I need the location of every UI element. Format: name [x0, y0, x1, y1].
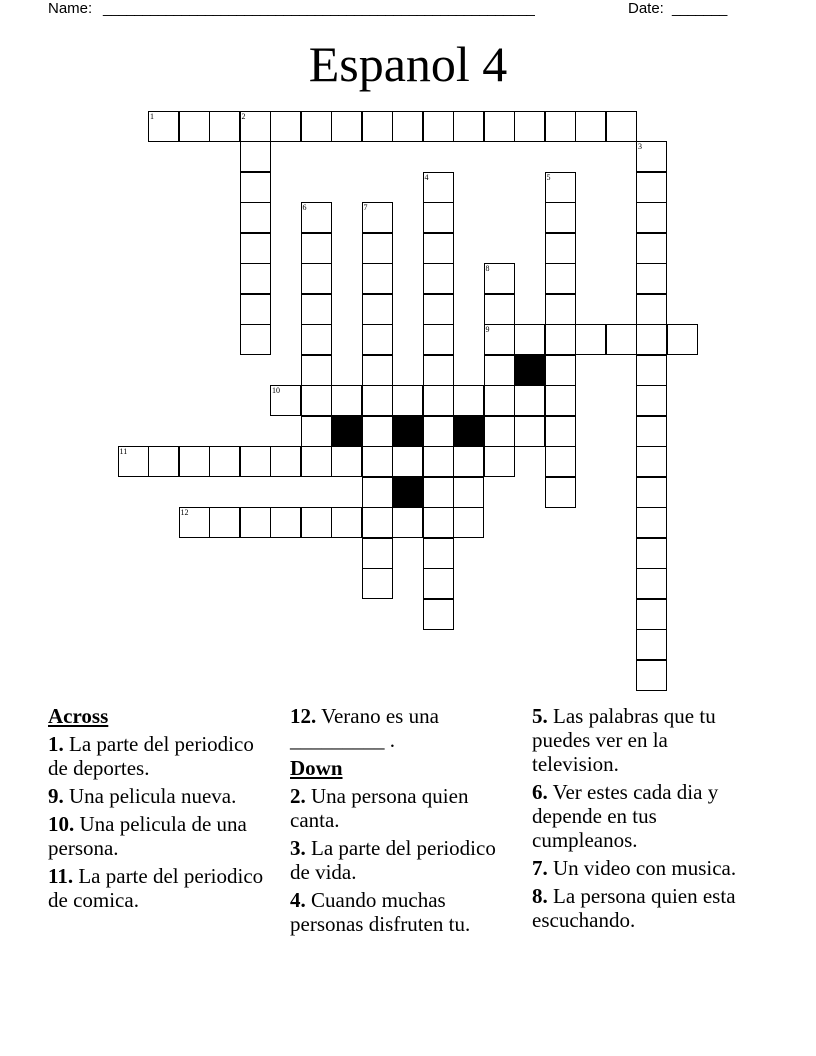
clue-number: 12 [180, 508, 189, 517]
grid-cell[interactable] [423, 111, 454, 142]
grid-cell[interactable] [545, 446, 576, 477]
grid-cell[interactable] [545, 385, 576, 416]
grid-cell[interactable] [545, 263, 576, 294]
clue-down-4: 4. Cuando muchas personas disfruten tu. [290, 888, 471, 936]
grid-cell[interactable] [545, 355, 576, 386]
date-blank[interactable]: _______ [672, 0, 727, 17]
grid-cell[interactable] [423, 477, 454, 508]
clue-down-8: 8. La persona quien esta escuchando. [532, 884, 736, 932]
grid-cell[interactable] [545, 324, 576, 355]
grid-cell[interactable] [362, 111, 393, 142]
grid-cell[interactable] [362, 477, 393, 508]
grid-cell[interactable] [484, 355, 515, 386]
grid-cell[interactable] [362, 538, 393, 569]
grid-cell[interactable] [545, 111, 576, 142]
grid-cell[interactable] [636, 355, 667, 386]
clue-down-5: 5. Las palabras que tu puedes ver en la television. [532, 704, 716, 776]
grid-cell[interactable] [545, 172, 576, 203]
grid-cell[interactable] [362, 416, 393, 447]
across-heading: Across [48, 704, 109, 728]
grid-cell[interactable] [484, 111, 515, 142]
grid-cell[interactable] [545, 477, 576, 508]
grid-cell[interactable] [301, 263, 332, 294]
grid-cell[interactable] [209, 446, 240, 477]
grid-cell[interactable] [514, 111, 545, 142]
grid-cell[interactable] [362, 355, 393, 386]
grid-cell[interactable] [270, 507, 301, 538]
grid-cell[interactable] [118, 446, 149, 477]
grid-cell[interactable] [606, 324, 637, 355]
clues-column-3 [532, 704, 757, 936]
grid-cell[interactable] [301, 385, 332, 416]
grid-cell[interactable] [240, 324, 271, 355]
clue-number: 4 [424, 172, 429, 182]
clue-number: 3 [638, 142, 642, 151]
grid-cell[interactable] [423, 294, 454, 325]
grid-cell[interactable] [636, 202, 667, 233]
grid-cell[interactable] [484, 263, 515, 294]
grid-cell[interactable] [636, 141, 667, 172]
grid-cell[interactable] [636, 172, 667, 203]
grid-cell[interactable] [636, 629, 667, 660]
grid-cell[interactable] [179, 446, 210, 477]
grid-cell[interactable] [423, 233, 454, 264]
grid-cell[interactable] [301, 294, 332, 325]
grid-cell[interactable] [209, 507, 240, 538]
grid-cell[interactable] [453, 446, 484, 477]
grid-cell[interactable] [392, 111, 423, 142]
clue-number: 7 [363, 203, 368, 212]
grid-cell[interactable] [362, 233, 393, 264]
grid-cell-blocked [392, 477, 423, 508]
grid-cell[interactable] [179, 507, 210, 538]
grid-cell[interactable] [484, 324, 515, 355]
clue-across-12: 12. Verano es una _________ . [290, 704, 439, 752]
grid-cell-blocked [331, 416, 362, 447]
grid-cell[interactable] [514, 416, 545, 447]
grid-cell[interactable] [484, 294, 515, 325]
clue-across-9: 9. Una pelicula nueva. [48, 784, 237, 808]
grid-cell[interactable] [636, 294, 667, 325]
grid-cell[interactable] [423, 324, 454, 355]
grid-cell[interactable] [240, 294, 271, 325]
clue-number: 6 [302, 203, 307, 212]
grid-cell[interactable] [362, 507, 393, 538]
grid-cell[interactable] [575, 324, 606, 355]
grid-cell[interactable] [331, 111, 362, 142]
clue-number: 1 [150, 111, 154, 121]
grid-cell[interactable] [240, 507, 271, 538]
grid-cell[interactable] [423, 599, 454, 630]
grid-cell[interactable] [301, 355, 332, 386]
grid-cell[interactable] [484, 416, 515, 447]
grid-cell[interactable] [209, 111, 240, 142]
grid-cell[interactable] [423, 568, 454, 599]
grid-cell[interactable] [636, 599, 667, 630]
clue-down-6: 6. Ver estes cada dia y depende en tus cumpleanos. [532, 780, 719, 852]
grid-cell[interactable] [423, 507, 454, 538]
clue-number: 10 [272, 386, 280, 395]
grid-cell[interactable] [636, 477, 667, 508]
grid-cell[interactable] [545, 233, 576, 264]
grid-cell[interactable] [148, 111, 179, 142]
grid-cell[interactable] [392, 446, 423, 477]
grid-cell[interactable] [423, 416, 454, 447]
grid-cell[interactable] [636, 660, 667, 691]
grid-cell[interactable] [423, 172, 454, 203]
grid-cell[interactable] [240, 263, 271, 294]
grid-cell[interactable] [606, 111, 637, 142]
name-blank[interactable]: _______________________________________________________ [103, 0, 535, 17]
grid-cell[interactable] [453, 507, 484, 538]
grid-cell[interactable] [423, 538, 454, 569]
grid-cell[interactable] [667, 324, 698, 355]
clue-down-3: 3. La parte del periodico de vida. [290, 836, 496, 884]
grid-cell[interactable] [514, 385, 545, 416]
grid-cell[interactable] [514, 324, 545, 355]
page-title: Espanol 4 [308, 36, 508, 92]
grid-cell[interactable] [331, 385, 362, 416]
grid-cell[interactable] [362, 294, 393, 325]
grid-cell[interactable] [636, 507, 667, 538]
name-label: Name: [48, 0, 93, 17]
grid-cell[interactable] [301, 324, 332, 355]
grid-cell[interactable] [484, 385, 515, 416]
grid-cell[interactable] [423, 385, 454, 416]
grid-cell[interactable] [270, 385, 301, 416]
grid-cell[interactable] [301, 202, 332, 233]
grid-cell[interactable] [545, 416, 576, 447]
grid-cell[interactable] [179, 111, 210, 142]
clue-number: 9 [485, 325, 490, 334]
grid-cell[interactable] [270, 446, 301, 477]
clue-across-1: 1. La parte del periodico de deportes. [48, 732, 254, 780]
grid-cell[interactable] [636, 385, 667, 416]
grid-cell[interactable] [240, 111, 271, 142]
grid-cell[interactable] [545, 294, 576, 325]
grid-cell[interactable] [636, 416, 667, 447]
grid-cell[interactable] [331, 446, 362, 477]
grid-cell[interactable] [362, 263, 393, 294]
grid-cell[interactable] [636, 233, 667, 264]
grid-cell[interactable] [240, 141, 271, 172]
grid-cell[interactable] [362, 324, 393, 355]
grid-cell[interactable] [240, 172, 271, 203]
grid-cell[interactable] [423, 202, 454, 233]
clue-number: 2 [241, 111, 246, 121]
grid-cell[interactable] [484, 446, 515, 477]
down-heading: Down [290, 756, 343, 780]
grid-cell[interactable] [240, 446, 271, 477]
grid-cell[interactable] [636, 324, 667, 355]
clue-number: 5 [546, 172, 551, 182]
clue-number: 11 [119, 447, 128, 456]
grid-cell[interactable] [392, 507, 423, 538]
grid-cell[interactable] [240, 233, 271, 264]
grid-cell[interactable] [301, 111, 332, 142]
grid-cell-blocked [392, 416, 423, 447]
grid-cell[interactable] [423, 263, 454, 294]
grid-cell[interactable] [301, 507, 332, 538]
grid-cell[interactable] [453, 385, 484, 416]
grid-cell[interactable] [453, 111, 484, 142]
grid-cell[interactable] [636, 446, 667, 477]
grid-cell[interactable] [362, 385, 393, 416]
clue-down-7: 7. Un video con musica. [532, 856, 737, 880]
clue-down-2: 2. Una persona quien canta. [290, 784, 469, 832]
clues-column-1 [48, 704, 278, 916]
grid-cell[interactable] [636, 568, 667, 599]
grid-cell[interactable] [331, 507, 362, 538]
clue-across-11: 11. La parte del periodico de comica. [48, 864, 264, 912]
grid-cell[interactable] [362, 446, 393, 477]
grid-cell[interactable] [636, 538, 667, 569]
grid-cell[interactable] [636, 263, 667, 294]
clue-across-10: 10. Una pelicula de una persona. [48, 812, 247, 860]
grid-cell[interactable] [301, 233, 332, 264]
grid-cell[interactable] [270, 111, 301, 142]
grid-cell[interactable] [392, 385, 423, 416]
grid-cell[interactable] [301, 446, 332, 477]
grid-cell-blocked [514, 355, 545, 386]
grid-cell[interactable] [148, 446, 179, 477]
clues-column-2 [290, 704, 515, 940]
clue-number: 8 [485, 264, 490, 273]
grid-cell[interactable] [362, 202, 393, 233]
grid-cell[interactable] [423, 446, 454, 477]
grid-cell[interactable] [545, 202, 576, 233]
grid-cell[interactable] [362, 568, 393, 599]
grid-cell-blocked [453, 416, 484, 447]
grid-cell[interactable] [423, 355, 454, 386]
grid-cell[interactable] [301, 416, 332, 447]
grid-cell[interactable] [240, 202, 271, 233]
grid-cell[interactable] [453, 477, 484, 508]
date-label: Date: [628, 0, 664, 17]
grid-cell[interactable] [575, 111, 606, 142]
